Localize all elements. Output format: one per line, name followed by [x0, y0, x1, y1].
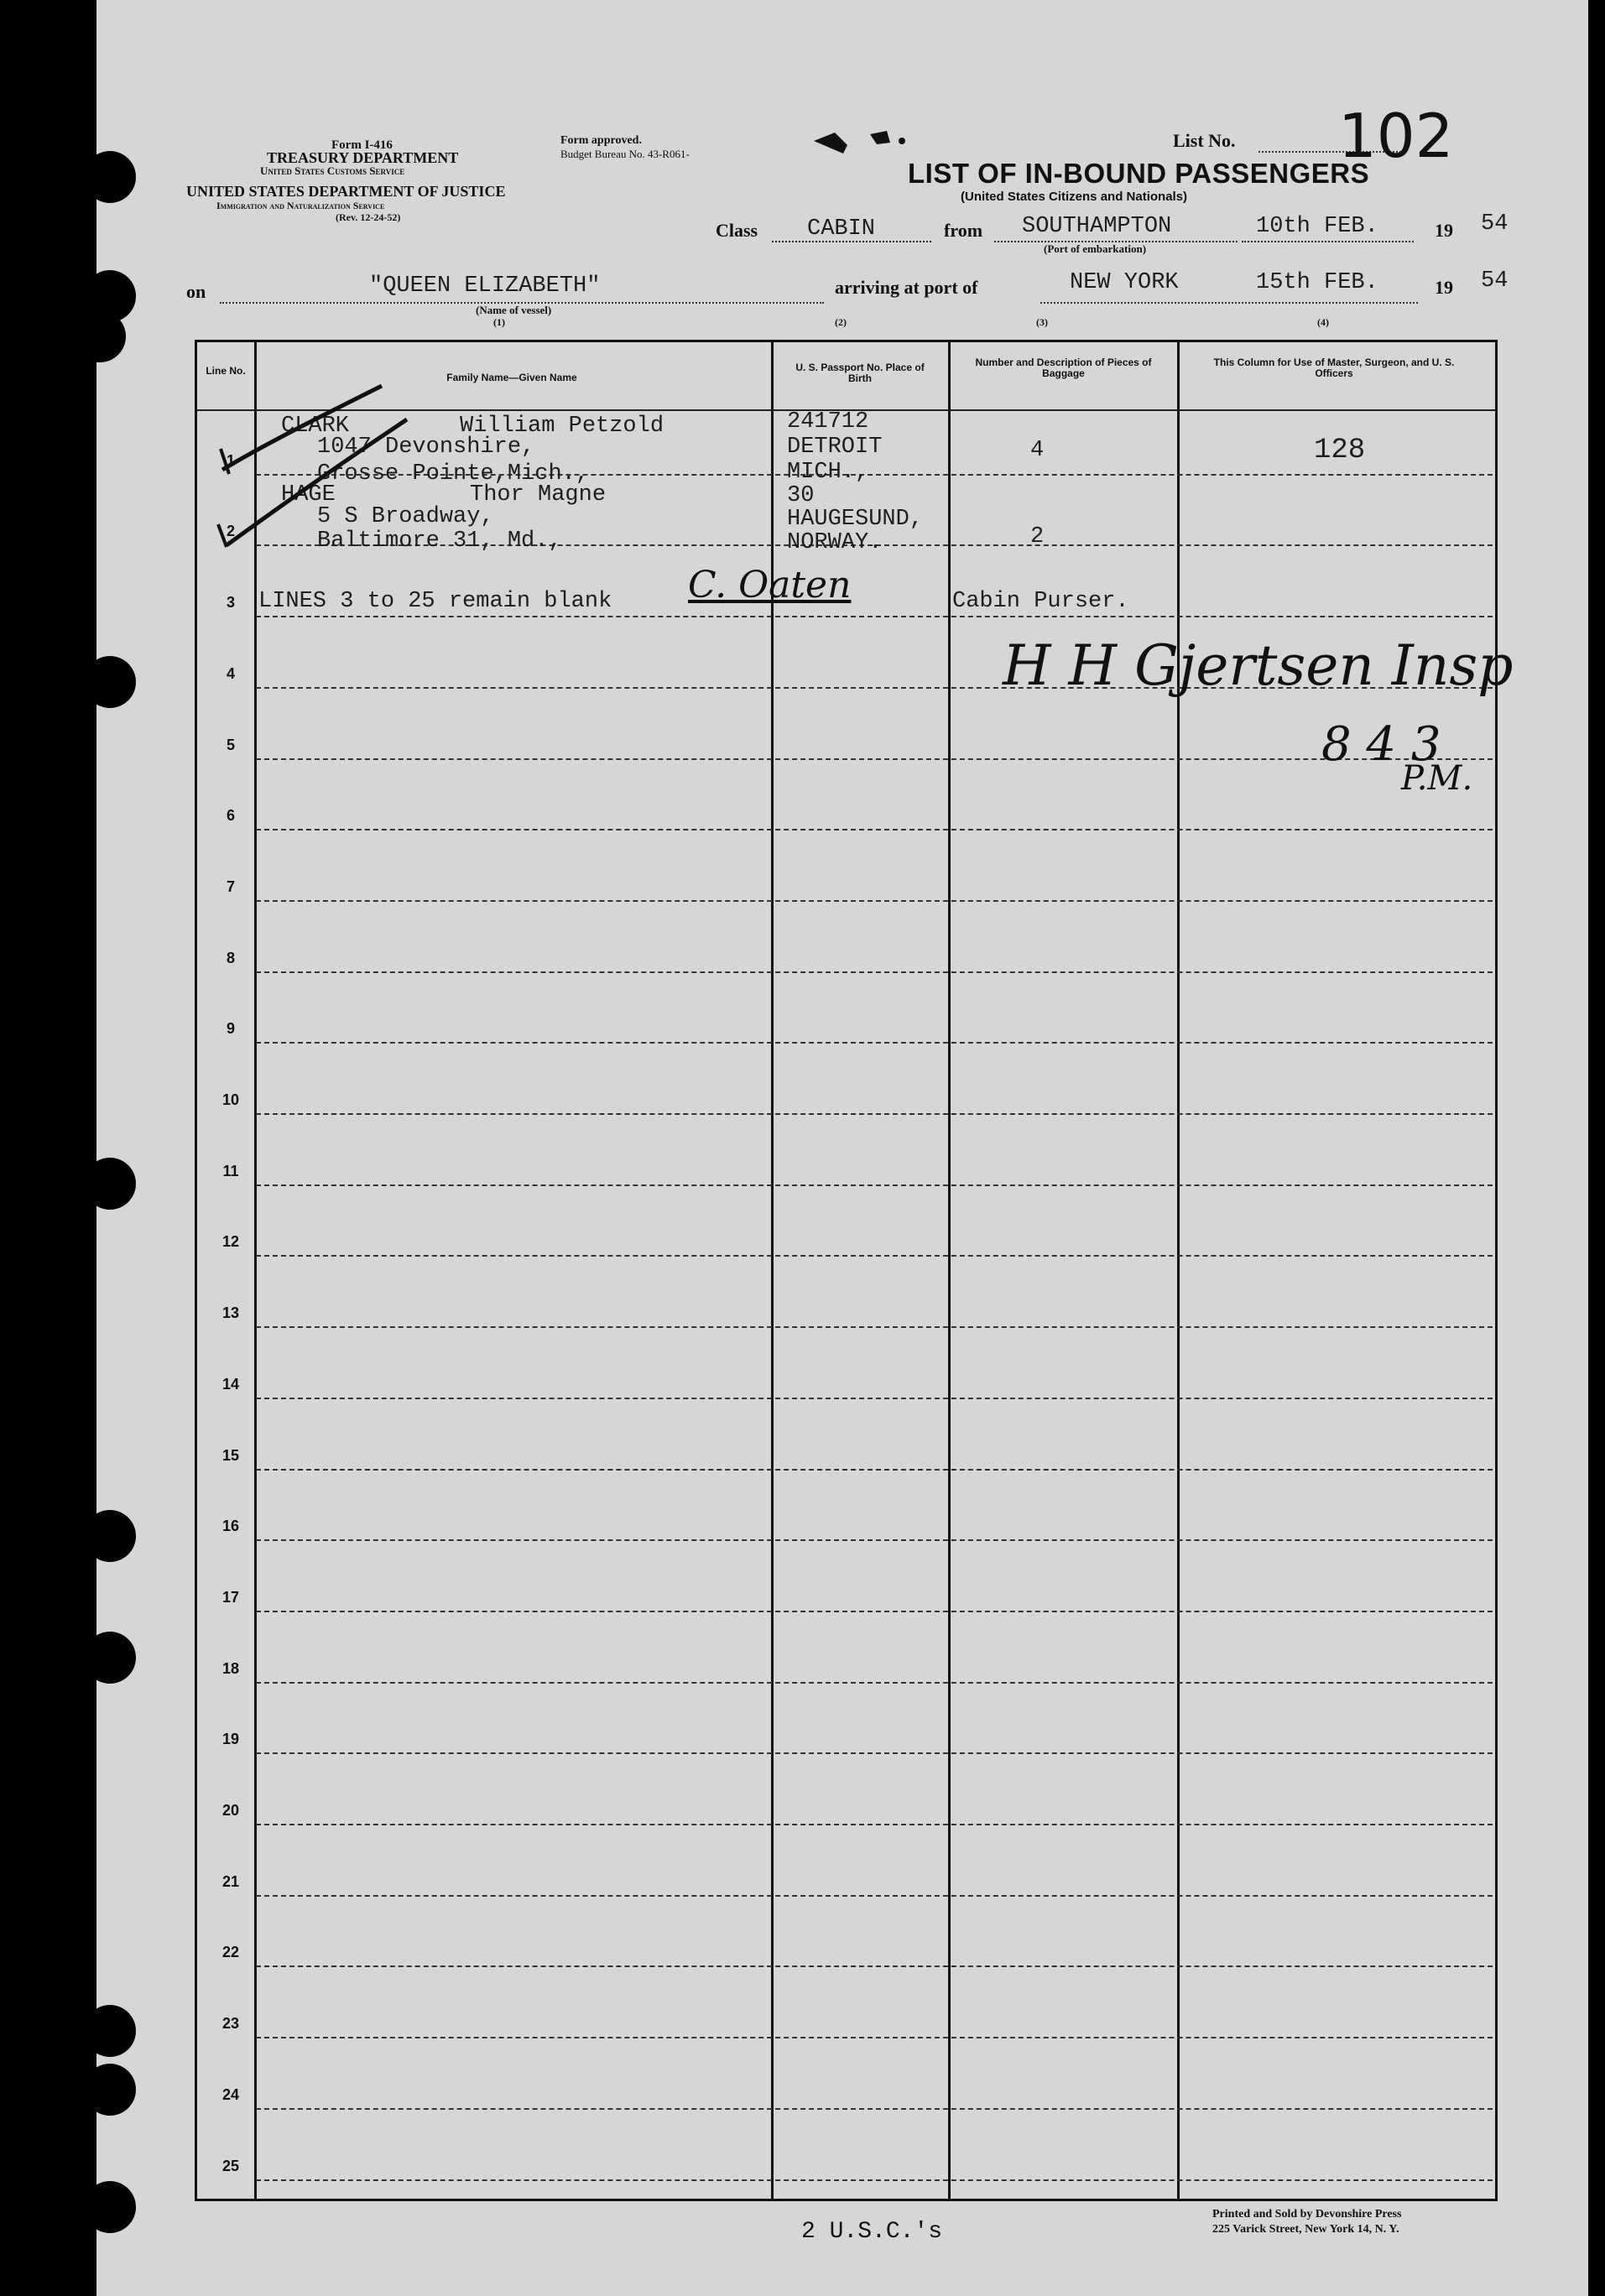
row-rule — [256, 900, 1493, 902]
year-prefix-depart: 19 — [1435, 220, 1453, 241]
on-label: on — [186, 281, 206, 302]
line-number: 19 — [221, 1731, 240, 1748]
header-name: Family Name—Given Name — [446, 372, 577, 383]
list-no-label: List No. — [1173, 130, 1236, 151]
year-prefix-arrival: 19 — [1435, 277, 1453, 298]
line-number: 14 — [221, 1375, 240, 1393]
punch-hole — [84, 2181, 136, 2233]
line-number: 17 — [221, 1588, 240, 1606]
baggage-count: 2 — [1030, 524, 1045, 549]
header-officers: This Column for Use of Master, Surgeon, and U. S. Officers — [1213, 357, 1455, 379]
passenger-address: 1047 Devonshire, — [317, 435, 535, 460]
row-rule — [256, 616, 1493, 617]
line-number: 12 — [221, 1233, 240, 1251]
line-number: 15 — [221, 1446, 240, 1464]
row-rule — [256, 1895, 1493, 1897]
line-number: 21 — [221, 1872, 240, 1890]
passenger-given-name: William Petzold — [460, 414, 664, 439]
row-rule — [256, 829, 1493, 830]
from-port: SOUTHAMPTON — [1022, 214, 1172, 239]
arrival-port: NEW YORK — [1070, 270, 1179, 295]
arrival-year: 54 — [1481, 268, 1509, 294]
row-rule — [256, 1326, 1493, 1328]
form-title: LIST OF IN-BOUND PASSENGERS — [908, 158, 1370, 189]
line-number: 24 — [221, 2085, 240, 2103]
ins-label: Immigration and Naturalization Service — [216, 200, 385, 211]
line-number: 25 — [221, 2157, 240, 2174]
row-rule — [256, 1611, 1493, 1612]
line-number: 13 — [221, 1304, 240, 1322]
arriving-label: arriving at port of — [835, 277, 978, 298]
line-number: 4 — [226, 664, 235, 682]
line-number: 20 — [221, 1802, 240, 1819]
line-number: 23 — [221, 2015, 240, 2033]
row-rule — [256, 1824, 1493, 1825]
class-value: CABIN — [807, 216, 876, 242]
row-rule — [256, 1539, 1493, 1541]
vessel-name: "QUEEN ELIZABETH" — [369, 273, 601, 299]
line-number: 3 — [226, 594, 235, 612]
rev-label: (Rev. 12-24-52) — [336, 211, 401, 223]
printer-line-2: 225 Varick Street, New York 14, N. Y. — [1212, 2223, 1399, 2236]
customs-label: United States Customs Service — [260, 164, 405, 177]
punch-hole — [74, 310, 126, 362]
punch-hole — [84, 151, 136, 203]
passenger-address: Grosse Pointe,Mich., — [317, 461, 590, 487]
col-num-2: (2) — [835, 316, 847, 328]
passenger-family-name: CLARK — [281, 414, 350, 439]
row-rule — [256, 971, 1493, 973]
budget-bureau: Budget Bureau No. 43-R061- — [560, 148, 690, 160]
row-rule — [256, 1682, 1493, 1684]
passport-number: 241712 — [787, 409, 869, 435]
col-num-1: (1) — [493, 316, 505, 328]
printer-line-1: Printed and Sold by Devonshire Press — [1212, 2208, 1402, 2221]
uscs-note: 2 U.S.C.'s — [801, 2219, 943, 2245]
remark-text: LINES 3 to 25 remain blank — [258, 589, 612, 614]
header-passport: U. S. Passport No. Place of Birth — [795, 362, 925, 384]
passport-number: 30 — [787, 483, 815, 508]
row-rule — [256, 2179, 1493, 2181]
baggage-count: 4 — [1030, 438, 1045, 463]
officer-number: 128 — [1314, 435, 1366, 466]
line-number: 18 — [221, 1659, 240, 1677]
punch-hole — [84, 1632, 136, 1684]
depart-date: 10th FEB. — [1256, 214, 1378, 239]
form-number: Form I-416 — [331, 138, 393, 152]
line-number: 8 — [226, 949, 235, 966]
birth-place: MICH., — [787, 460, 869, 485]
list-number: 102 — [1338, 101, 1454, 171]
ink-blot — [810, 124, 919, 158]
form-approved: Form approved. — [560, 134, 642, 147]
vessel-caption: (Name of vessel) — [476, 304, 552, 316]
line-number: 2 — [226, 523, 235, 540]
depart-year: 54 — [1481, 211, 1509, 237]
time-pm: P.M. — [1401, 759, 1473, 798]
col-num-4: (4) — [1317, 316, 1329, 328]
row-rule — [256, 2108, 1493, 2110]
line-number: 11 — [222, 1162, 239, 1179]
line-number: 9 — [226, 1020, 235, 1038]
col-num-3: (3) — [1036, 316, 1048, 328]
punch-hole — [84, 1158, 136, 1210]
row-rule — [256, 1965, 1493, 1967]
line-number: 7 — [226, 877, 235, 895]
form-subtitle: (United States Citizens and Nationals) — [961, 190, 1188, 204]
row-rule — [256, 1469, 1493, 1471]
arrival-date: 15th FEB. — [1256, 270, 1378, 295]
class-label: Class — [716, 220, 758, 241]
punch-hole — [84, 1510, 136, 1562]
row-rule — [256, 1184, 1493, 1186]
treasury-label: TREASURY DEPARTMENT — [267, 149, 459, 166]
punch-hole — [84, 2005, 136, 2057]
row-rule — [256, 2037, 1493, 2038]
passenger-address: Baltimore 31, Md., — [317, 528, 562, 554]
birth-place: HAUGESUND, — [787, 507, 924, 532]
birth-place: NORWAY. — [787, 530, 883, 555]
row-rule — [256, 1042, 1493, 1044]
purser-title: Cabin Purser. — [952, 589, 1129, 614]
line-number: 22 — [221, 1944, 240, 1961]
line-number: 1 — [226, 451, 235, 469]
punch-hole — [84, 2064, 136, 2116]
line-number: 16 — [221, 1518, 240, 1535]
header-baggage: Number and Description of Pieces of Baggage — [975, 357, 1152, 379]
row-rule — [256, 1255, 1493, 1257]
header-line-no: Line No. — [206, 365, 246, 377]
line-number: 5 — [226, 736, 235, 753]
check-mark-strike — [214, 369, 449, 554]
justice-label: UNITED STATES DEPARTMENT OF JUSTICE — [186, 183, 506, 200]
port-caption: (Port of embarkation) — [1044, 242, 1147, 255]
passenger-address: 5 S Broadway, — [317, 504, 494, 529]
row-rule — [256, 1113, 1493, 1115]
row-rule — [256, 758, 1493, 760]
inspector-signature: H H Gjertsen Insp — [1003, 633, 1514, 698]
passenger-table — [195, 340, 1498, 2201]
passenger-given-name: Thor Magne — [470, 482, 607, 508]
purser-signature: C. Oaten — [688, 564, 852, 607]
line-number: 10 — [221, 1091, 240, 1108]
passenger-family-name: HAGE — [281, 482, 336, 508]
punch-hole — [84, 656, 136, 708]
from-label: from — [944, 220, 983, 241]
row-rule — [256, 1398, 1493, 1399]
birth-place: DETROIT — [787, 435, 883, 460]
row-rule — [256, 1752, 1493, 1754]
line-number: 6 — [226, 807, 235, 825]
time-note: 8 4 3 — [1321, 717, 1441, 772]
